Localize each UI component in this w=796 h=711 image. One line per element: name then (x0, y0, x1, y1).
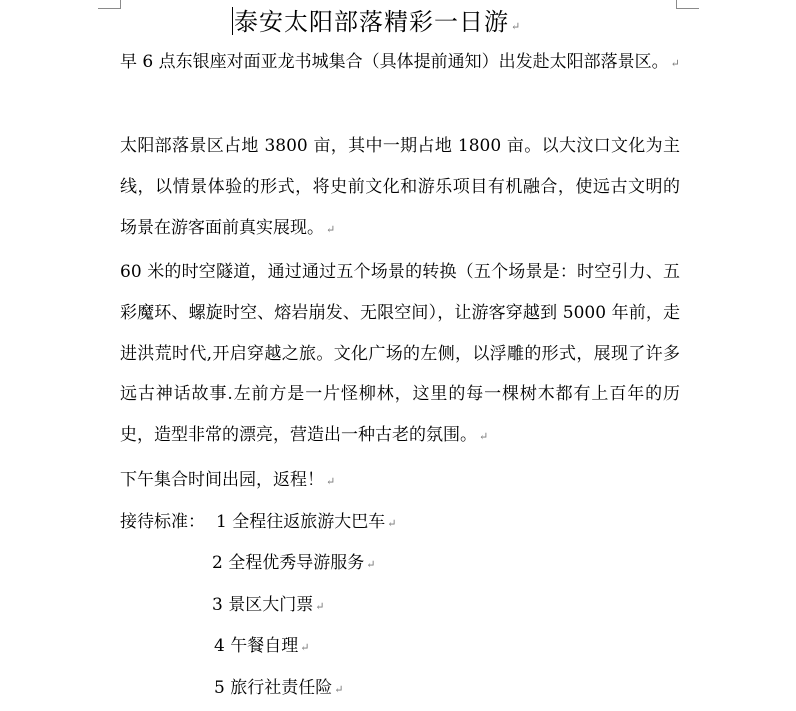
standard-item-text: 3 景区大门票 (212, 595, 314, 615)
paragraph-mark: ↵ (334, 683, 344, 696)
standards-label-text: 接待标准： (120, 512, 205, 532)
standard-item-text: 2 全程优秀导游服务 (212, 553, 365, 573)
text-cursor (232, 7, 233, 35)
standard-item (212, 543, 375, 586)
paragraph-mark: ↵ (387, 517, 397, 530)
paragraph-mark: ↵ (670, 57, 680, 70)
paragraph-scenic-area (120, 126, 680, 250)
paragraph-return (120, 460, 680, 503)
paragraph-time-tunnel (120, 252, 680, 458)
paragraph-mark: ↵ (326, 222, 336, 236)
paragraph-mark: ↵ (366, 558, 376, 571)
standard-item (216, 502, 396, 545)
standard-item (214, 668, 343, 711)
paragraph-mark: ↵ (479, 430, 489, 444)
document-title-text: 泰安太阳部落精彩一日游 (234, 8, 509, 36)
reception-standards-label (120, 502, 205, 543)
paragraph-text: 下午集合时间出园，返程！ (120, 470, 324, 490)
standard-item (212, 585, 324, 628)
standard-item-text: 1 全程往返旅游大巴车 (216, 512, 386, 532)
paragraph-mark: ↵ (300, 641, 310, 654)
paragraph-text: 早 6 点东银座对面亚龙书城集合（具体提前通知）出发赴太阳部落景区。 (120, 52, 669, 72)
document-title (232, 4, 692, 45)
standard-item (214, 626, 309, 669)
paragraph-mark: ↵ (315, 600, 325, 613)
paragraph-mark: ↵ (326, 475, 336, 488)
standard-item-text: 5 旅行社责任险 (214, 678, 333, 698)
paragraph-text: 60 米的时空隧道，通过通过五个场景的转换（五个场景是：时空引力、五彩魔环、螺旋时空、熔岩崩发、无限空间），让游客穿越到 5000 年前，走进洪荒时代,开启穿越之旅。文化广场的左侧，以浮雕的形式，展现了许多远古神话故事.左前方是一片怪柳林，这里的每一棵树木都有上百年的历史，造型非常的漂亮，营造出一种古老的氛围。 (120, 262, 680, 446)
paragraph-text: 太阳部落景区占地 3800 亩，其中一期占地 1800 亩。以大汶口文化为主线，以情景体验的形式，将史前文化和游乐项目有机融合，使远古文明的场景在游客面前真实展现。 (120, 136, 680, 238)
page-corner-mark-left (98, 0, 121, 9)
paragraph-meeting (120, 42, 680, 85)
paragraph-mark: ↵ (511, 20, 522, 33)
standard-item-text: 4 午餐自理 (214, 636, 299, 656)
